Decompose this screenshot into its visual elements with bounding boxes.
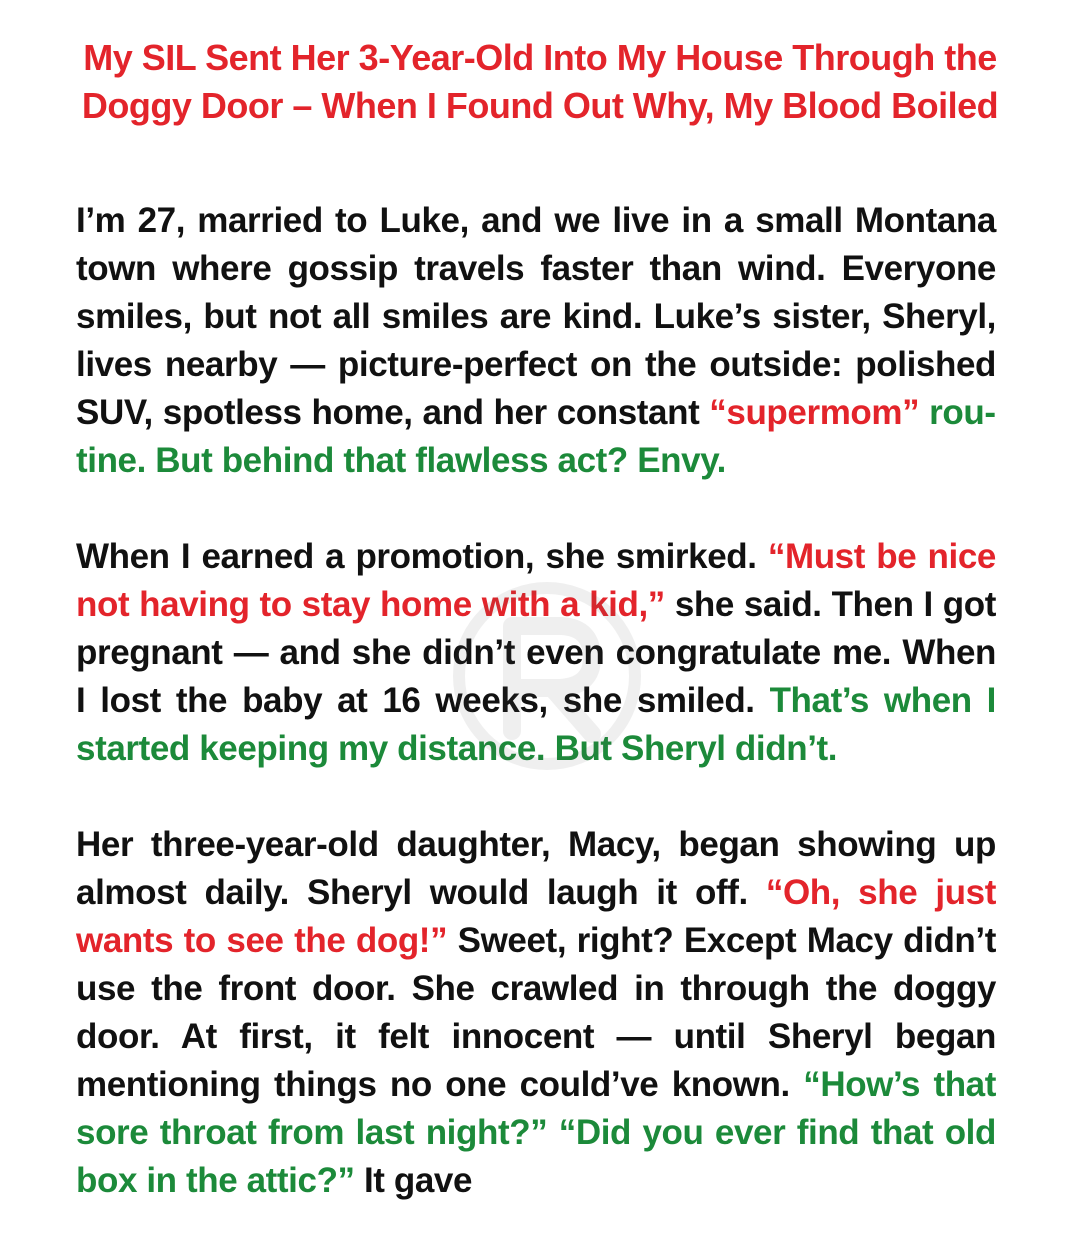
article-title: My SIL Sent Her 3-Year-Old Into My House Through the Doggy Door – When I Found Out Why, My Blood Boiled — [81, 37, 999, 126]
story-text: It gave — [354, 1161, 473, 1200]
highlight-green: routine. But behind that flawless act? Envy. — [76, 393, 996, 480]
quote-highlight-red: “supermom” — [709, 393, 920, 432]
quote-highlight-green: “How’s that sore throat from last night?” “Did you ever find that old box in the attic?” — [76, 1065, 996, 1200]
story-text: When I earned a promotion, she smirked. — [76, 537, 768, 576]
quote-highlight-red: “Oh, she just wants to see the dog!” — [76, 873, 996, 960]
highlight-green: That’s when I started keeping my distance. But Sheryl didn’t. — [76, 681, 996, 768]
paragraph-3 — [76, 821, 996, 1205]
circle-r-logo-icon — [452, 566, 642, 786]
story-text: she said. Then I got pregnant — and she didn’t even congratulate me. When I lost the baby at 16 weeks, she smiled. — [76, 585, 996, 720]
quote-highlight-red: “Must be nice not having to stay home with a kid,” — [76, 537, 996, 624]
paragraph-1 — [76, 197, 996, 485]
story-text: Her three-year-old daughter, Macy, began showing up almost daily. Sheryl would laugh it off. — [76, 825, 996, 912]
story-text: I’m 27, married to Luke, and we live in a small Montana town where gossip travels faster than wind. Everyone smiles, but not all smiles are kind. Luke’s sister, Sheryl, lives nearby — picture-perfect on the outside: polished SUV, spotless home, and her constant — [76, 201, 996, 432]
story-text: Sweet, right? Except Macy didn’t use the front door. She crawled in through the doggy door. At first, it felt innocent — until Sheryl began mentioning things no one could’ve known. — [76, 921, 996, 1104]
